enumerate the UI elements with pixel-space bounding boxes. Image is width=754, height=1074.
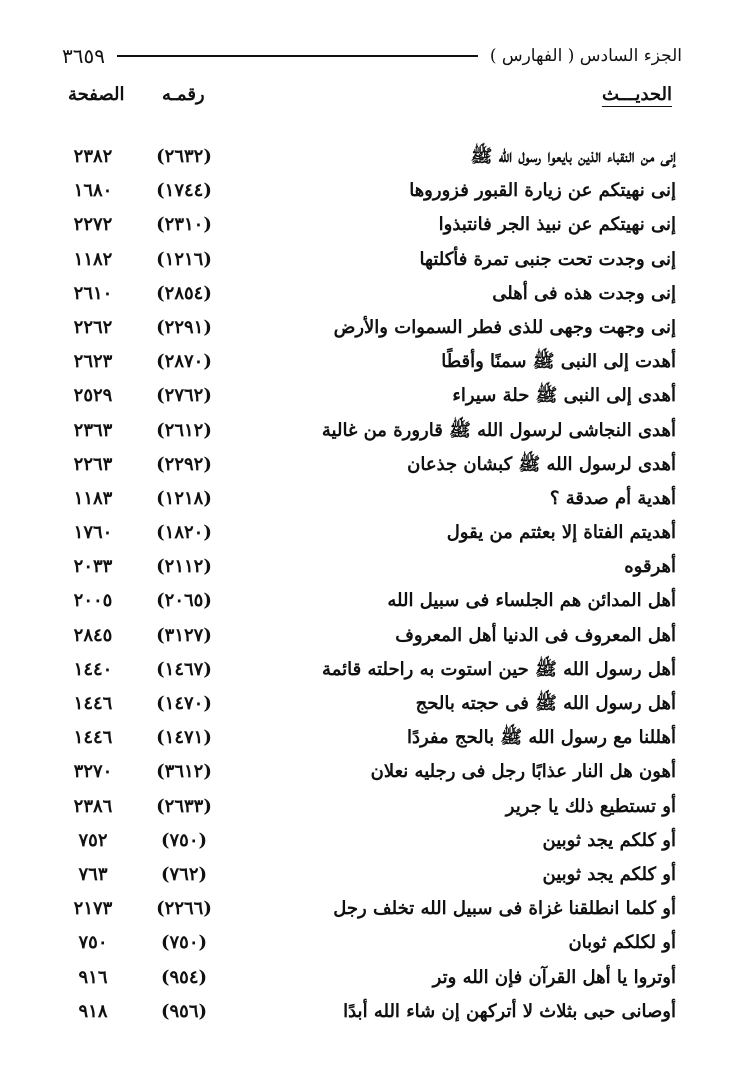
hadith-number: (٢٠٦٥) bbox=[156, 590, 212, 612]
index-entry bbox=[62, 345, 682, 379]
hadith-number: (٢٨٥٤) bbox=[156, 282, 212, 304]
hadith-number: (٧٥٠) bbox=[160, 829, 208, 851]
hadith-number: (٧٥٠) bbox=[160, 932, 208, 954]
hadith-text: أهون هل النار عذابًا رجل فى رجليه نعلان bbox=[370, 761, 676, 783]
page-number: ٣٦٥٩ bbox=[62, 44, 105, 68]
hadith-index-list bbox=[62, 140, 682, 1029]
hadith-text: إنى نهيتكم عن نبيذ الجر فانتبذوا bbox=[438, 214, 676, 236]
hadith-text: أهدت إلى النبى ﷺ سمنًا وأقطًا bbox=[441, 351, 676, 373]
page-reference: ١١٨٣ bbox=[73, 487, 113, 509]
page-reference: ١٤٤٠ bbox=[73, 658, 113, 680]
hadith-number: (٣٦١٢) bbox=[156, 761, 212, 783]
index-entry bbox=[62, 379, 682, 413]
index-entry bbox=[62, 311, 682, 345]
hadith-text: أو كلكم يجد ثوبين bbox=[542, 829, 676, 851]
index-entry bbox=[62, 140, 682, 174]
index-entry bbox=[62, 277, 682, 311]
page-reference: ٢٥٢٩ bbox=[73, 385, 113, 407]
hadith-text: أهل رسول الله ﷺ حين استوت به راحلته قائمة bbox=[322, 658, 676, 680]
hadith-number: (٩٥٦) bbox=[160, 1000, 208, 1022]
index-entry bbox=[62, 619, 682, 653]
hadith-number: (٢٦٣٢) bbox=[156, 146, 212, 167]
index-entry bbox=[62, 482, 682, 516]
hadith-column-heading: الحديـــث bbox=[601, 84, 672, 105]
hadith-text: إنى من النقباء الذين بايعوا رسول الله ﷺ bbox=[470, 146, 676, 167]
hadith-number: (٢٢٦٦) bbox=[156, 898, 212, 920]
hadith-text: أهدى النجاشى لرسول الله ﷺ قارورة من غالية bbox=[321, 419, 676, 441]
index-entry bbox=[62, 516, 682, 550]
hadith-text: إنى نهيتكم عن زيارة القبور فزوروها bbox=[409, 180, 676, 202]
index-entry bbox=[62, 824, 682, 858]
hadith-number: (٢٧٦٢) bbox=[156, 385, 212, 407]
hadith-text: أهديتم الفتاة إلا بعثتم من يقول bbox=[446, 522, 676, 544]
hadith-number: (١٢١٨) bbox=[156, 487, 212, 509]
page-reference: ٧٦٣ bbox=[78, 863, 108, 885]
hadith-number: (٢٨٧٠) bbox=[156, 351, 212, 373]
page-reference: ١٤٤٦ bbox=[73, 727, 113, 749]
index-entry bbox=[62, 892, 682, 926]
hadith-number: (٣١٢٧) bbox=[156, 624, 212, 646]
page-reference: ٧٥٢ bbox=[78, 829, 108, 851]
hadith-text: إنى وجدت تحت جنبى تمرة فأكلتها bbox=[419, 248, 676, 270]
page-reference: ٢٢٦٢ bbox=[73, 316, 113, 338]
index-entry bbox=[62, 995, 682, 1029]
hadith-text: أو تستطيع ذلك يا جرير bbox=[505, 795, 676, 817]
index-entry bbox=[62, 755, 682, 789]
hadith-text: أهل المعروف فى الدنيا أهل المعروف bbox=[395, 624, 676, 646]
index-entry bbox=[62, 653, 682, 687]
page-reference: ٢٢٦٣ bbox=[73, 453, 113, 475]
hadith-number: (٧٦٢) bbox=[160, 863, 208, 885]
page-reference: ٩١٦ bbox=[78, 966, 108, 988]
hadith-text: أو كلكم يجد ثوبين bbox=[542, 863, 676, 885]
index-entry bbox=[62, 414, 682, 448]
hadith-number: (١٧٤٤) bbox=[156, 180, 212, 202]
hadith-text: أو لكلكم ثوبان bbox=[568, 932, 676, 954]
page-reference: ٣٢٧٠ bbox=[73, 761, 113, 783]
hadith-text: أوتروا يا أهل القرآن فإن الله وتر bbox=[432, 966, 676, 988]
index-entry bbox=[62, 550, 682, 584]
page-reference: ١٦٨٠ bbox=[73, 180, 113, 202]
index-entry bbox=[62, 174, 682, 208]
page-reference: ٩١٨ bbox=[78, 1000, 108, 1022]
hadith-text: أهللنا مع رسول الله ﷺ بالحج مفردًا bbox=[406, 727, 676, 749]
hadith-text: أهرقوه bbox=[624, 556, 676, 578]
index-entry bbox=[62, 961, 682, 995]
page-reference: ٢٢٧٢ bbox=[73, 214, 113, 236]
page-reference: ٢٦٢٣ bbox=[73, 351, 113, 373]
hadith-number: (٢١١٢) bbox=[156, 556, 212, 578]
hadith-number: (١٤٧٠) bbox=[156, 693, 212, 714]
hadith-number: (٢٢٩١) bbox=[156, 316, 212, 338]
running-title: الجزء السادس ( الفهارس ) bbox=[489, 46, 682, 66]
hadith-number: (١٤٧١) bbox=[156, 727, 212, 749]
page-reference: ٢٨٤٥ bbox=[73, 624, 113, 646]
hadith-text: أهدى لرسول الله ﷺ كبشان جذعان bbox=[407, 453, 676, 475]
hadith-text: أهدية أم صدقة ؟ bbox=[549, 487, 676, 509]
index-entry bbox=[62, 448, 682, 482]
hadith-number: (٢٦٣٣) bbox=[156, 795, 212, 817]
hadith-number: (١٤٦٧) bbox=[156, 658, 212, 680]
hadith-number: (٢٦١٢) bbox=[156, 419, 212, 441]
number-column-heading: رقمـه bbox=[162, 84, 205, 105]
hadith-number: (٢٢٩٢) bbox=[156, 453, 212, 475]
index-entry bbox=[62, 208, 682, 242]
index-entry bbox=[62, 721, 682, 755]
hadith-text: إنى وجهت وجهى للذى فطر السموات والأرض bbox=[333, 316, 676, 338]
hadith-text: أو كلما انطلقنا غزاة فى سبيل الله تخلف رجل bbox=[333, 898, 676, 920]
page-reference: ٢٣٦٣ bbox=[73, 419, 113, 441]
running-header bbox=[62, 40, 682, 72]
index-entry bbox=[62, 687, 682, 721]
index-entry bbox=[62, 584, 682, 618]
page-reference: ٧٥٠ bbox=[78, 932, 108, 954]
page-reference: ٢٠٣٣ bbox=[73, 556, 113, 578]
index-entry bbox=[62, 858, 682, 892]
page-reference: ٢٣٨٢ bbox=[73, 146, 113, 167]
hadith-number: (٩٥٤) bbox=[160, 966, 208, 988]
page-reference: ١٤٤٦ bbox=[73, 693, 113, 714]
column-headings bbox=[62, 84, 682, 114]
index-entry bbox=[62, 926, 682, 960]
hadith-number: (١٨٢٠) bbox=[156, 522, 212, 544]
header-rule bbox=[117, 55, 478, 57]
page-reference: ٢٠٠٥ bbox=[73, 590, 113, 612]
page-reference: ٢٣٨٦ bbox=[73, 795, 113, 817]
page-reference: ١٧٦٠ bbox=[73, 522, 113, 544]
index-entry bbox=[62, 243, 682, 277]
hadith-number: (١٢١٦) bbox=[156, 248, 212, 270]
page-reference: ٢١٧٣ bbox=[73, 898, 113, 920]
hadith-text: أهدى إلى النبى ﷺ حلة سيراء bbox=[452, 385, 676, 407]
hadith-text: أوصانى حبى بثلاث لا أتركهن إن شاء الله أبدًا bbox=[343, 1000, 676, 1022]
page-reference: ١١٨٢ bbox=[73, 248, 113, 270]
page-reference: ٢٦١٠ bbox=[73, 282, 113, 304]
page-column-heading: الصفحة bbox=[68, 84, 125, 105]
hadith-number: (٢٣١٠) bbox=[156, 214, 212, 236]
hadith-text: أهل المدائن هم الجلساء فى سبيل الله bbox=[387, 590, 676, 612]
index-entry bbox=[62, 790, 682, 824]
hadith-text: أهل رسول الله ﷺ فى حجته بالحج bbox=[415, 693, 676, 714]
hadith-text: إنى وجدت هذه فى أهلى bbox=[492, 282, 676, 304]
